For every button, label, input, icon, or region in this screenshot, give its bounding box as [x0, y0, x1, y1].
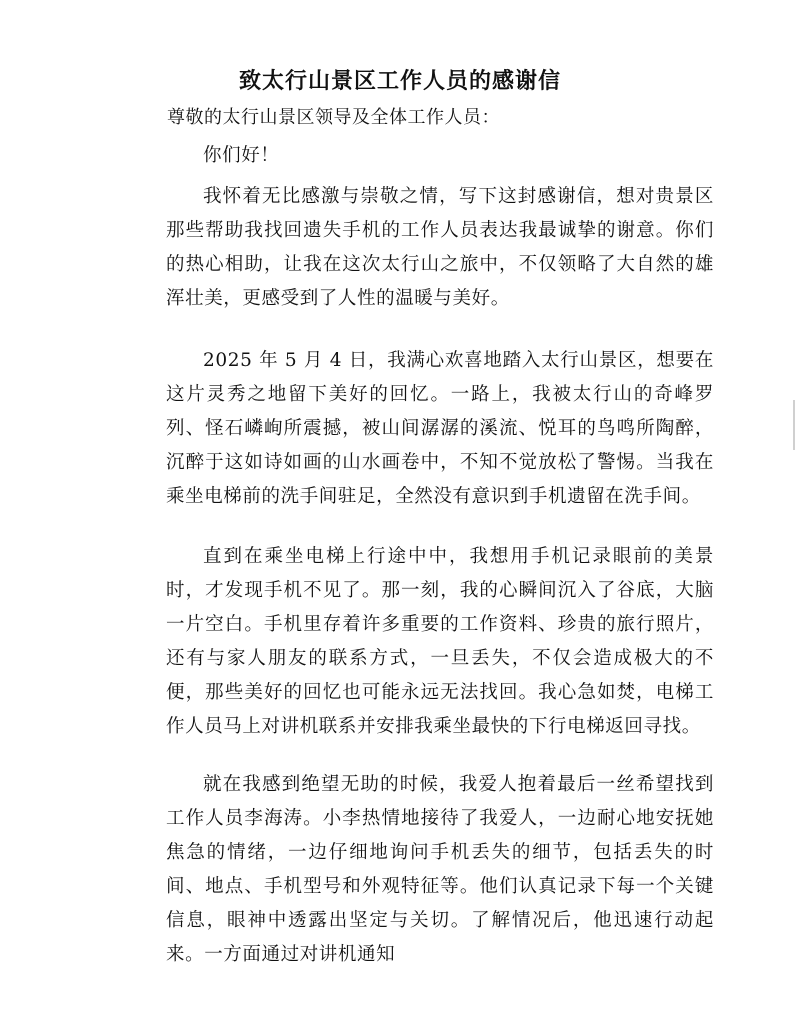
letter-greeting: 你们好！	[203, 145, 280, 166]
letter-paragraph: 我怀着无比感激与崇敬之情，写下这封感谢信，想对贵景区那些帮助我找回遗失手机的工作人员表达我最诚挚的谢意。你们的热心相助，让我在这次太行山之旅中，不仅领略了大自然的雄浑壮美，更感受到了人性的温暖与美好。	[166, 186, 714, 309]
letter-paragraph: 2025 年 5 月 4 日，我满心欢喜地踏入太行山景区，想要在这片灵秀之地留下美好的回忆。一路上，我被太行山的奇峰罗列、怪石嶙峋所震撼，被山间潺潺的溪流、悦耳的鸟鸣所陶醉，沉醉于这如诗如画的山水画卷中，不知不觉放松了警惕。当我在乘坐电梯前的洗手间驻足，全然没有意识到手机遗留在洗手间。	[166, 350, 714, 507]
letter-paragraph: 直到在乘坐电梯上行途中中，我想用手机记录眼前的美景时，才发现手机不见了。那一刻，我的心瞬间沉入了谷底，大脑一片空白。手机里存着许多重要的工作资料、珍贵的旅行照片，还有与家人朋友的联系方式，一旦丢失，不仅会造成极大的不便，那些美好的回忆也可能永远无法找回。我心急如焚，电梯工作人员马上对讲机联系并安排我乘坐最快的下行电梯返回寻找。	[166, 546, 714, 737]
letter-salutation: 尊敬的太行山景区领导及全体工作人员：	[167, 107, 500, 128]
letter-paragraph: 就在我感到绝望无助的时候，我爱人抱着最后一丝希望找到工作人员李海涛。小李热情地接待了我爱人，一边耐心地安抚她焦急的情绪，一边仔细地询问手机丢失的细节，包括丢失的时间、地点、手机型号和外观特征等。他们认真记录下每一个关键信息，眼神中透露出坚定与关切。了解情况后，他迅速行动起来。一方面通过对讲机通知	[166, 774, 714, 965]
scan-artifact-line	[793, 400, 795, 450]
letter-title: 致太行山景区工作人员的感谢信	[238, 69, 561, 94]
